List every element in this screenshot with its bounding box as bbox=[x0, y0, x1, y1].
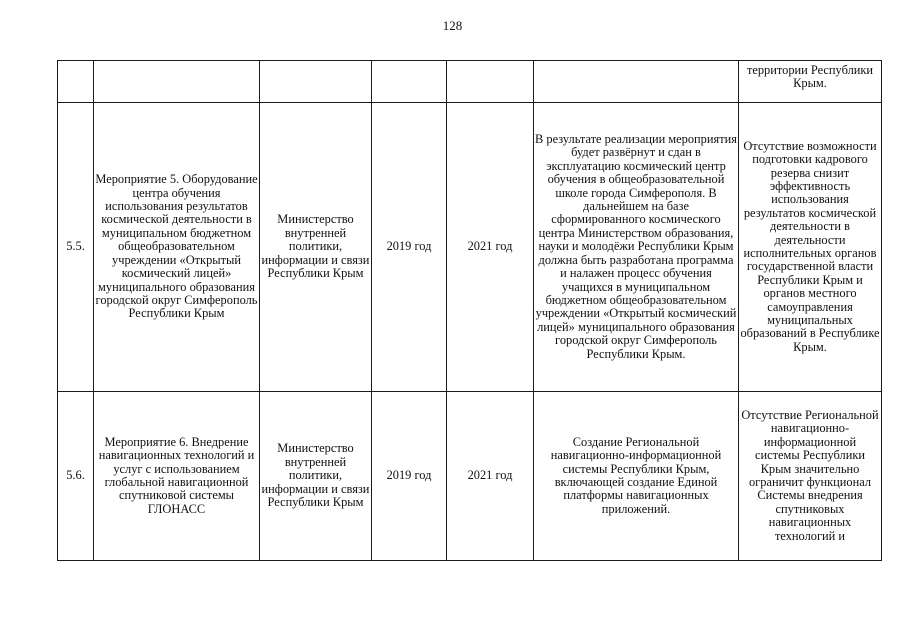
cell-result: Создание Региональной навигационно-информационной системы Республики Крым, включающей создание Единой платформы навигационных приложений. bbox=[534, 392, 739, 561]
cell-end: 2021 год bbox=[447, 103, 534, 392]
cell-risk: Отсутствие возможности подготовки кадрового резерва снизит эффективность использования результатов космической деятельности в деятельности исполнительных органов государственной власти Республики Крым и органов местного самоуправления муниципальных образований в Республике Крым. bbox=[739, 103, 882, 392]
cell-executor: Министерство внутренней политики, информации и связи Республики Крым bbox=[260, 392, 372, 561]
cell-num bbox=[58, 61, 94, 103]
cell-executor: Министерство внутренней политики, информации и связи Республики Крым bbox=[260, 103, 372, 392]
continuation-row bbox=[58, 61, 882, 103]
cell-start: 2019 год bbox=[372, 103, 447, 392]
cell-start bbox=[372, 61, 447, 103]
cell-event: Мероприятие 5. Оборудование центра обучения использования результатов космической деятельности в муниципальном бюджетном общеобразовательном учреждении «Открытый космический лицей» муниципального образования городской округ Симферополь Республики Крым bbox=[94, 103, 260, 392]
cell-end: 2021 год bbox=[447, 392, 534, 561]
table-row bbox=[58, 392, 882, 561]
cell-executor bbox=[260, 61, 372, 103]
cell-event: Мероприятие 6. Внедрение навигационных технологий и услуг с использованием глобальной навигационной спутниковой системы ГЛОНАСС bbox=[94, 392, 260, 561]
cell-end bbox=[447, 61, 534, 103]
page-number: 128 bbox=[442, 18, 463, 33]
cell-event bbox=[94, 61, 260, 103]
cell-num: 5.6. bbox=[58, 392, 94, 561]
cell-result bbox=[534, 61, 739, 103]
cell-risk: территории Республики Крым. bbox=[739, 61, 882, 103]
table-row bbox=[58, 103, 882, 392]
cell-num: 5.5. bbox=[58, 103, 94, 392]
program-events-table bbox=[57, 60, 882, 561]
cell-result: В результате реализации мероприятия будет развёрнут и сдан в эксплуатацию космический центр обучения в общеобразовательной школе города Симферополя. В дальнейшем на базе сформированного космического центра Министерством образования, науки и молодёжи Республики Крым должна быть разработана программа и налажен процесс обучения учащихся в муниципальном бюджетном общеобразовательном учреждении «Открытый космический лицей» муниципального образования городской округ Симферополь Республики Крым. bbox=[534, 103, 739, 392]
cell-risk: Отсутствие Региональной навигационно-информационной системы Республики Крым значительно ограничит функционал Системы внедрения спутниковых навигационных технологий и bbox=[739, 392, 882, 561]
cell-start: 2019 год bbox=[372, 392, 447, 561]
